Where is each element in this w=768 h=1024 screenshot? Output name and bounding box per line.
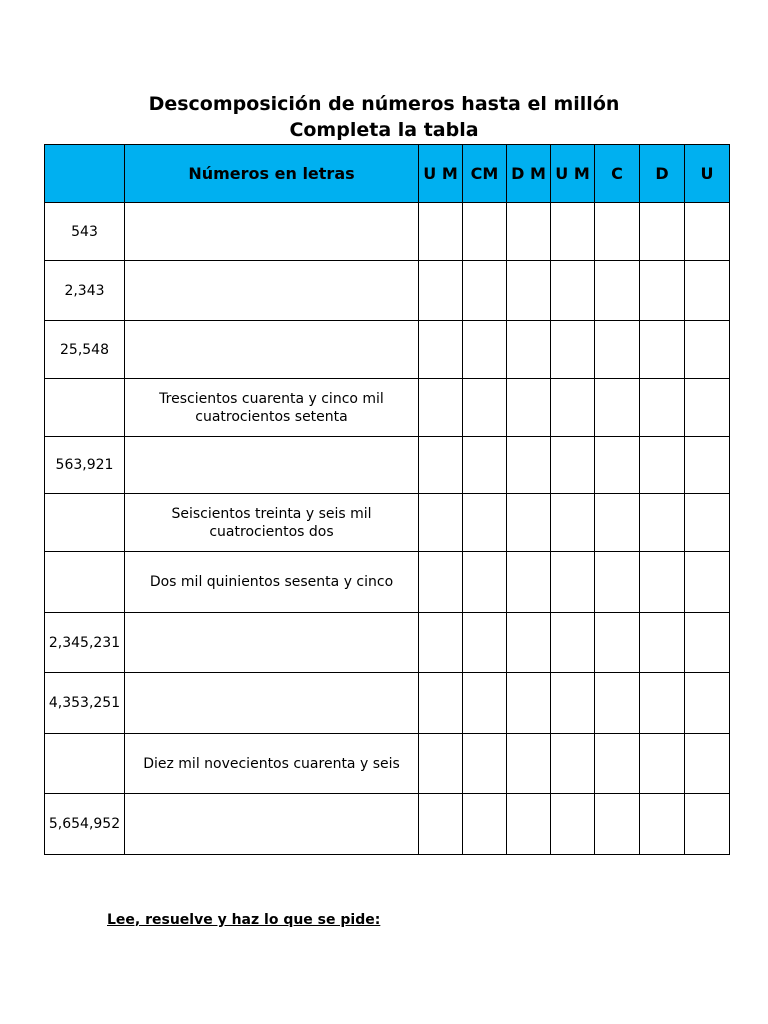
place-value-cell[interactable] [507, 261, 551, 321]
place-value-cell[interactable] [463, 794, 507, 855]
header-u: U [685, 145, 730, 203]
header-c: C [595, 145, 640, 203]
number-cell [45, 734, 125, 794]
place-value-cell[interactable] [419, 552, 463, 613]
header-dm: D M [507, 145, 551, 203]
number-cell [45, 552, 125, 613]
words-cell[interactable] [125, 613, 419, 673]
place-value-cell[interactable] [419, 494, 463, 552]
number-cell [45, 379, 125, 437]
table-body [45, 203, 730, 855]
table-row [45, 794, 730, 855]
table-row [45, 552, 730, 613]
place-value-cell[interactable] [595, 613, 640, 673]
place-value-cell[interactable] [463, 379, 507, 437]
place-value-cell[interactable] [595, 552, 640, 613]
place-value-cell[interactable] [507, 203, 551, 261]
place-value-cell[interactable] [463, 261, 507, 321]
place-value-cell[interactable] [463, 552, 507, 613]
place-value-cell[interactable] [640, 203, 685, 261]
words-cell[interactable] [125, 673, 419, 734]
place-value-cell[interactable] [685, 734, 730, 794]
place-value-cell[interactable] [507, 379, 551, 437]
number-cell: 25,548 [45, 321, 125, 379]
place-value-cell[interactable] [595, 734, 640, 794]
place-value-cell[interactable] [551, 734, 595, 794]
place-value-cell[interactable] [595, 794, 640, 855]
place-value-cell[interactable] [640, 379, 685, 437]
place-value-cell[interactable] [685, 379, 730, 437]
place-value-cell[interactable] [463, 673, 507, 734]
place-value-cell[interactable] [507, 437, 551, 494]
table-row [45, 261, 730, 321]
place-value-cell[interactable] [595, 321, 640, 379]
place-value-cell[interactable] [685, 613, 730, 673]
header-um: U M [551, 145, 595, 203]
header-d: D [640, 145, 685, 203]
words-cell[interactable] [125, 437, 419, 494]
place-value-cell[interactable] [685, 794, 730, 855]
place-value-cell[interactable] [595, 673, 640, 734]
number-cell: 2,345,231 [45, 613, 125, 673]
words-cell[interactable] [125, 321, 419, 379]
words-cell[interactable] [125, 203, 419, 261]
place-value-cell[interactable] [419, 794, 463, 855]
place-value-cell[interactable] [419, 321, 463, 379]
number-cell [45, 494, 125, 552]
place-value-cell[interactable] [640, 261, 685, 321]
place-value-cell[interactable] [551, 437, 595, 494]
words-cell[interactable] [125, 794, 419, 855]
place-value-cell[interactable] [419, 203, 463, 261]
place-value-cell[interactable] [640, 321, 685, 379]
place-value-cell[interactable] [419, 734, 463, 794]
place-value-cell[interactable] [685, 321, 730, 379]
place-value-cell[interactable] [640, 437, 685, 494]
number-cell: 543 [45, 203, 125, 261]
place-value-cell[interactable] [463, 613, 507, 673]
place-value-cell[interactable] [507, 552, 551, 613]
place-value-cell[interactable] [685, 552, 730, 613]
number-cell: 563,921 [45, 437, 125, 494]
place-value-cell[interactable] [640, 613, 685, 673]
table-row [45, 613, 730, 673]
words-cell[interactable] [125, 261, 419, 321]
words-cell[interactable]: Dos mil quinientos sesenta y cinco [125, 552, 419, 613]
words-cell[interactable]: Trescientos cuarenta y cinco mil cuatrocientos setenta [125, 379, 419, 437]
place-value-cell[interactable] [685, 437, 730, 494]
place-value-cell[interactable] [463, 321, 507, 379]
place-value-cell[interactable] [419, 379, 463, 437]
table-row [45, 734, 730, 794]
place-value-cell[interactable] [419, 261, 463, 321]
table-row [45, 437, 730, 494]
instructions-heading: Lee, resuelve y haz lo que se pide: [107, 912, 381, 928]
place-value-cell[interactable] [685, 203, 730, 261]
place-value-cell[interactable] [595, 437, 640, 494]
place-value-cell[interactable] [640, 734, 685, 794]
place-value-cell[interactable] [685, 494, 730, 552]
place-value-cell[interactable] [595, 494, 640, 552]
place-value-cell[interactable] [640, 552, 685, 613]
place-value-cell[interactable] [595, 203, 640, 261]
place-value-cell[interactable] [507, 321, 551, 379]
place-value-cell[interactable] [551, 673, 595, 734]
words-cell[interactable]: Diez mil novecientos cuarenta y seis [125, 734, 419, 794]
place-value-cell[interactable] [551, 494, 595, 552]
decomposition-table [44, 144, 730, 855]
place-value-cell[interactable] [551, 379, 595, 437]
place-value-cell[interactable] [507, 734, 551, 794]
table-row [45, 203, 730, 261]
number-cell: 2,343 [45, 261, 125, 321]
place-value-cell[interactable] [419, 437, 463, 494]
table-row [45, 379, 730, 437]
header-um-million: U M [419, 145, 463, 203]
worksheet-title: Descomposición de números hasta el millón [148, 93, 620, 115]
place-value-cell[interactable] [640, 494, 685, 552]
place-value-cell[interactable] [685, 261, 730, 321]
place-value-cell[interactable] [640, 673, 685, 734]
number-cell: 5,654,952 [45, 794, 125, 855]
place-value-cell[interactable] [507, 494, 551, 552]
place-value-cell[interactable] [507, 613, 551, 673]
place-value-cell[interactable] [551, 261, 595, 321]
worksheet-subtitle: Completa la tabla [289, 119, 479, 141]
place-value-cell[interactable] [463, 734, 507, 794]
place-value-cell[interactable] [463, 437, 507, 494]
place-value-cell[interactable] [507, 673, 551, 734]
table-header-row [45, 145, 730, 203]
place-value-cell[interactable] [685, 673, 730, 734]
place-value-cell[interactable] [507, 794, 551, 855]
place-value-cell[interactable] [640, 794, 685, 855]
place-value-cell[interactable] [419, 613, 463, 673]
header-number [45, 145, 125, 203]
place-value-cell[interactable] [595, 261, 640, 321]
place-value-cell[interactable] [551, 203, 595, 261]
table-row [45, 673, 730, 734]
header-words: Números en letras [125, 145, 419, 203]
place-value-cell[interactable] [551, 321, 595, 379]
place-value-cell[interactable] [595, 379, 640, 437]
place-value-cell[interactable] [463, 494, 507, 552]
words-cell[interactable]: Seiscientos treinta y seis mil cuatrocientos dos [125, 494, 419, 552]
header-cm: CM [463, 145, 507, 203]
place-value-cell[interactable] [551, 794, 595, 855]
table-row [45, 494, 730, 552]
place-value-cell[interactable] [463, 203, 507, 261]
place-value-cell[interactable] [551, 552, 595, 613]
table-row [45, 321, 730, 379]
place-value-cell[interactable] [551, 613, 595, 673]
place-value-cell[interactable] [419, 673, 463, 734]
number-cell: 4,353,251 [45, 673, 125, 734]
